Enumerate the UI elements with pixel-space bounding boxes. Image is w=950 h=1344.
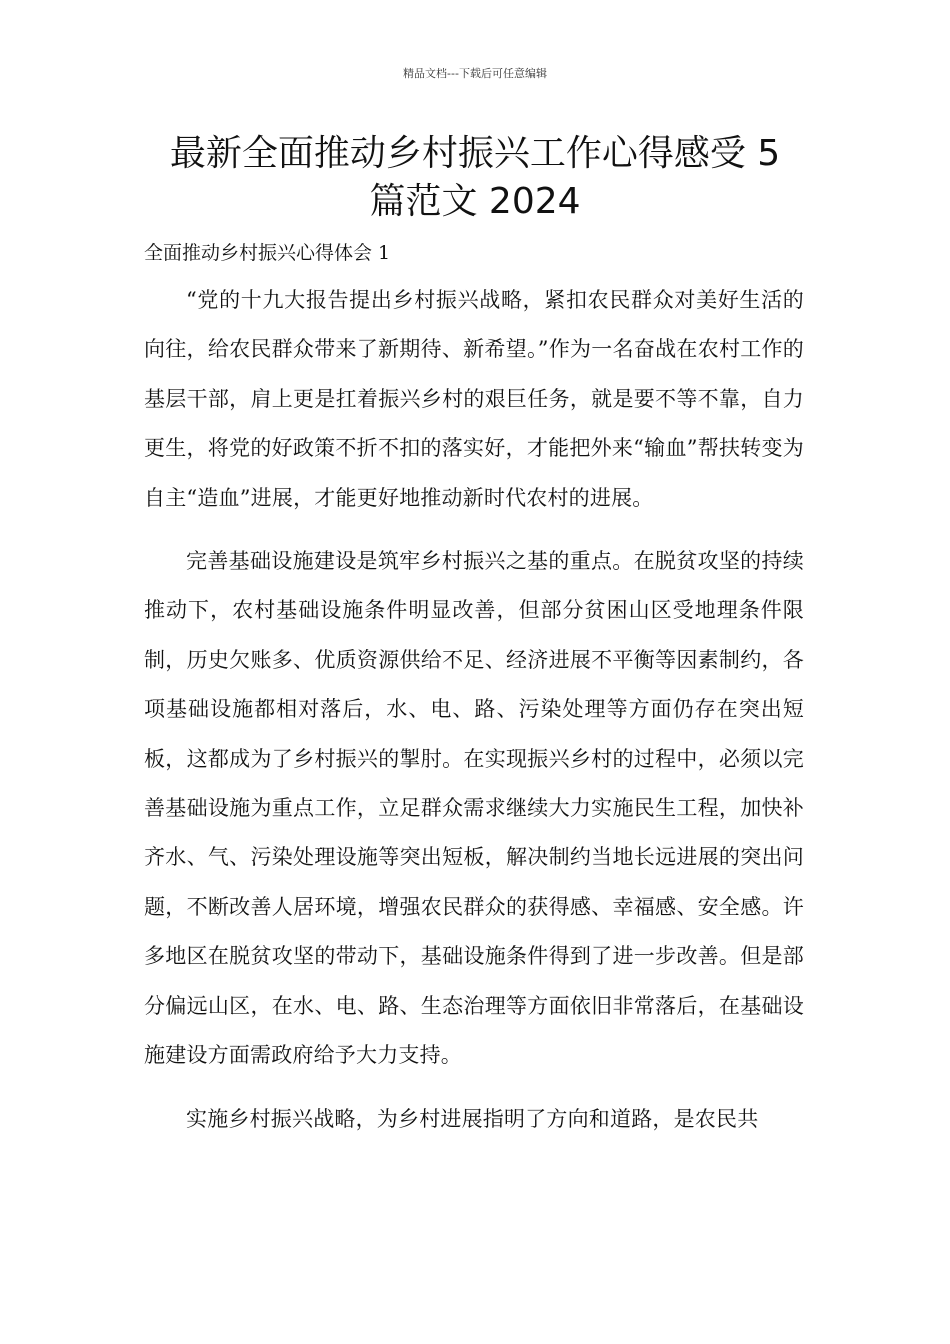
paragraph: 实施乡村振兴战略，为乡村进展指明了方向和道路，是农民共 — [186, 1106, 759, 1131]
page-header: 精品文档---下载后可任意编辑 — [403, 67, 547, 80]
body-text — [144, 276, 804, 1158]
document-title — [120, 130, 830, 226]
paragraph: 完善基础设施建设是筑牢乡村振兴之基的重点。在脱贫攻坚的持续推动下，农村基础设施条件明显改善，但部分贫困山区受地理条件限制，历史欠账多、优质资源供给不足、经济进展不平衡等因素制约，各项基础设施都相对落后，水、电、路、污染处理等方面仍存在突出短板，这都成为了乡村振兴的掣肘。在实现振兴乡村的过程中，必须以完善基础设施为重点工作，立足群众需求继续大力实施民生工程，加快补齐水、气、污染处理设施等突出短板，解决制约当地长远进展的突出问题，不断改善人居环境，增强农民群众的获得感、幸福感、安全感。许多地区在脱贫攻坚的带动下，基础设施条件得到了进一步改善。但是部分偏远山区，在水、电、路、生态治理等方面依旧非常落后，在基础设施建设方面需政府给予大力支持。 — [144, 549, 804, 1068]
section-heading: 全面推动乡村振兴心得体会 1 — [144, 242, 391, 264]
document-title-line-2: 篇范文 2024 — [369, 181, 581, 222]
document-title-line-1: 最新全面推动乡村振兴工作心得感受 5 — [169, 133, 781, 174]
paragraph: “党的十九大报告提出乡村振兴战略，紧扣农民群众对美好生活的向往，给农民群众带来了新期待、新希望。”作为一名奋战在农村工作的基层干部，肩上更是扛着振兴乡村的艰巨任务，就是要不等不靠，自力更生，将党的好政策不折不扣的落实好，才能把外来“输血”帮扶转变为自主“造血”进展，才能更好地推动新时代农村的进展。 — [144, 288, 804, 510]
